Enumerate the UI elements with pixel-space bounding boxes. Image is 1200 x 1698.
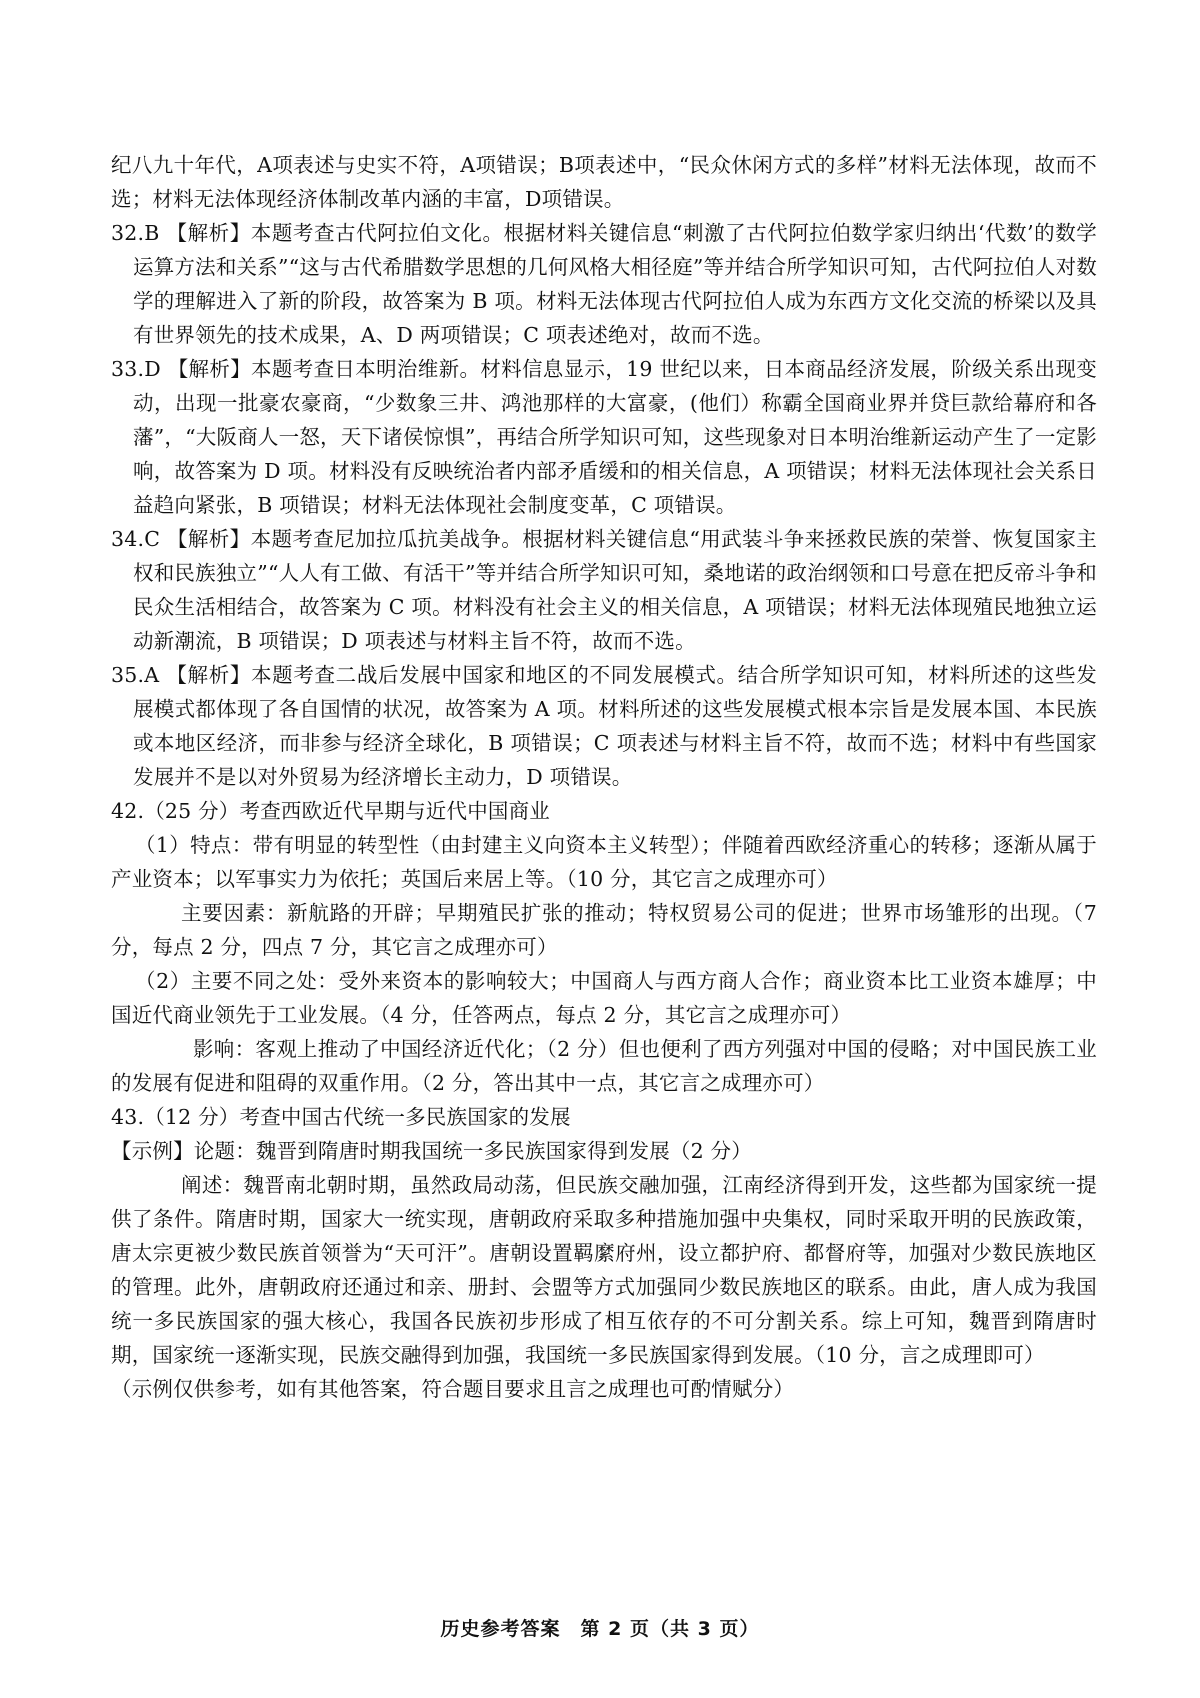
answer-43-note: （示例仅供参考，如有其他答案，符合题目要求且言之成理也可酌情赋分） (111, 1377, 795, 1401)
answer-42-part-1-factors: 主要因素：新航路的开辟；早期殖民扩张的推动；特权贸易公司的促进；世界市场雏形的出现。（7 分，每点 2 分，四点 7 分，其它言之成理亦可） (111, 901, 1097, 959)
page-footer: 历史参考答案 第 2 页（共 3 页） (440, 1618, 760, 1640)
answer-34: 34.C 【解析】本题考查尼加拉瓜抗美战争。根据材料关键信息“用武装斗争来拯救民族的荣誉、恢复国家主权和民族独立”“人人有工做、有活干”等并结合所学知识可知，桑地诺的政治纲领和口号意在把反帝斗争和民众生活相结合，故答案为 C 项。材料没有社会主义的相关信息，A 项错误；材料无法体现殖民地独立运动新潮流，B 项错误；D 项表述与材料主旨不符，故而不选。 (111, 527, 1097, 653)
answer-42-part-2-impact: 影响：客观上推动了中国经济近代化；（2 分）但也便利了西方列强对中国的侵略；对中国民族工业的发展有促进和阻碍的双重作用。（2 分，答出其中一点，其它言之成理亦可） (111, 1037, 1097, 1095)
answer-32: 32.B 【解析】本题考查古代阿拉伯文化。根据材料关键信息“刺激了古代阿拉伯数学家归纳出‘代数’的数学运算方法和关系”“这与古代希腊数学思想的几何风格大相径庭”等并结合所学知识可知，古代阿拉伯人对数学的理解进入了新的阶段，故答案为 B 项。材料无法体现古代阿拉伯人成为东西方文化交流的桥梁以及具有世界领先的技术成果，A、D 两项错误；C 项表述绝对，故而不选。 (111, 221, 1097, 347)
question-43-heading: 43.（12 分）考查中国古代统一多民族国家的发展 (111, 1105, 571, 1129)
answer-35: 35.A 【解析】本题考查二战后发展中国家和地区的不同发展模式。结合所学知识可知，材料所述的这些发展模式都体现了各自国情的状况，故答案为 A 项。材料所述的这些发展模式根本宗旨是发展本国、本民族或本地区经济，而非参与经济全球化，B 项错误；C 项表述与材料主旨不符，故而不选；材料中有些国家发展并不是以对外贸易为经济增长主动力，D 项错误。 (111, 663, 1097, 789)
answer-42-part-1: （1）特点：带有明显的转型性（由封建主义向资本主义转型）；伴随着西欧经济重心的转移；逐渐从属于产业资本；以军事实力为依托；英国后来居上等。（10 分，其它言之成理亦可） (111, 833, 1097, 891)
question-42-heading: 42.（25 分）考查西欧近代早期与近代中国商业 (111, 799, 551, 823)
answer-43-example-thesis: 【示例】论题：魏晋到隋唐时期我国统一多民族国家得到发展（2 分） (111, 1139, 752, 1163)
answer-31-continuation: 纪八九十年代，A项表述与史实不符，A项错误；B项表述中，“民众休闲方式的多样”材料无法体现，故而不选；材料无法体现经济体制改革内涵的丰富，D项错误。 (111, 153, 1097, 211)
answer-42-part-2: （2）主要不同之处：受外来资本的影响较大；中国商人与西方商人合作；商业资本比工业资本雄厚；中国近代商业领先于工业发展。（4 分，任答两点，每点 2 分，其它言之成理亦可） (111, 969, 1097, 1027)
answer-43-exposition: 阐述：魏晋南北朝时期，虽然政局动荡，但民族交融加强，江南经济得到开发，这些都为国家统一提供了条件。隋唐时期，国家大一统实现，唐朝政府采取多种措施加强中央集权，同时采取开明的民族政策，唐太宗更被少数民族首领誉为“天可汗”。唐朝设置羁縻府州，设立都护府、都督府等，加强对少数民族地区的管理。此外，唐朝政府还通过和亲、册封、会盟等方式加强同少数民族地区的联系。由此，唐人成为我国统一多民族国家的强大核心，我国各民族初步形成了相互依存的不可分割关系。综上可知，魏晋到隋唐时期，国家统一逐渐实现，民族交融得到加强，我国统一多民族国家得到发展。（10 分，言之成理即可） (111, 1173, 1097, 1367)
answer-33: 33.D 【解析】本题考查日本明治维新。材料信息显示，19 世纪以来，日本商品经济发展，阶级关系出现变动，出现一批豪农豪商，“少数象三井、鸿池那样的大富豪，(他们）称霸全国商业界并贷巨款给幕府和各藩”，“大阪商人一怒，天下诸侯惊惧”，再结合所学知识可知，这些现象对日本明治维新运动产生了一定影响，故答案为 D 项。材料没有反映统治者内部矛盾缓和的相关信息，A 项错误；材料无法体现社会关系日益趋向紧张，B 项错误；材料无法体现社会制度变革，C 项错误。 (111, 357, 1097, 517)
answer-content (111, 148, 1097, 1406)
